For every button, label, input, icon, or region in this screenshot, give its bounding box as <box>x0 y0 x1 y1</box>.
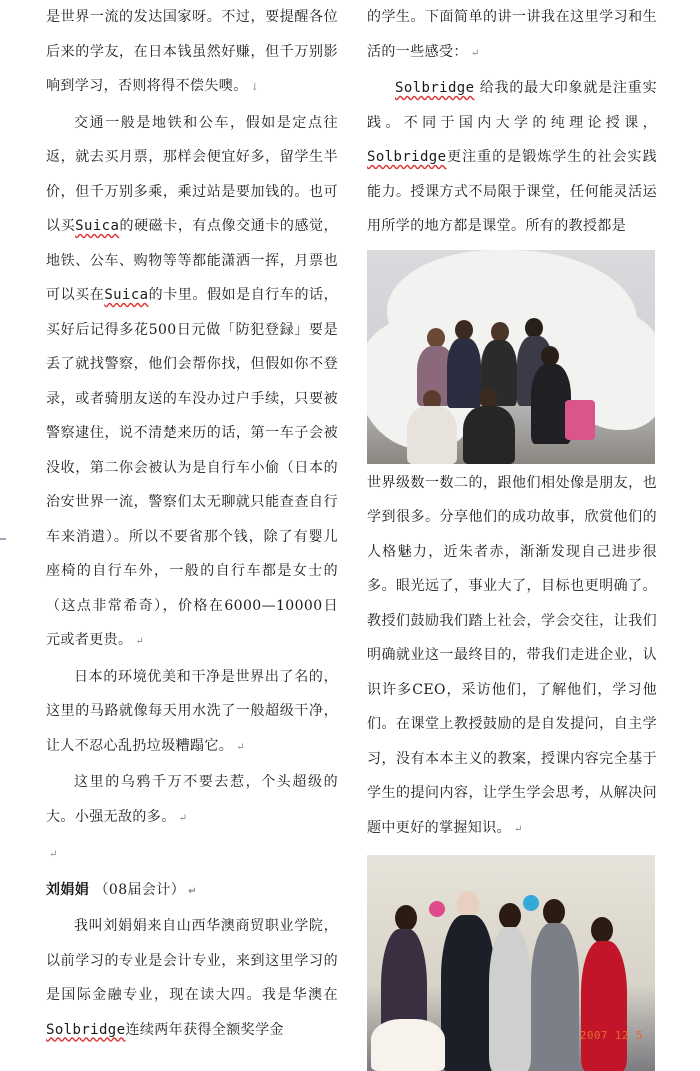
group-photo-celebration <box>367 855 655 1071</box>
group-photo-sculpture <box>367 250 655 464</box>
margin-marker <box>0 538 6 540</box>
solbridge-term: Solbridge <box>395 80 475 96</box>
paragraph-continuation: 的学生。下面简单的讲一讲我在这里学习和生活的一些感受： ↵ <box>367 9 657 60</box>
solbridge-term: Solbridge <box>367 149 447 165</box>
right-column <box>367 0 657 1071</box>
paragraph-environment: 日本的环境优美和干净是世界出了名的，这里的马路就像每天用水洗了一般超级干净，让人不忍心乱扔垃圾糟蹋它。 ↵ <box>46 668 338 754</box>
paragraph-continuation: 是世界一流的发达国家呀。不过，要提醒各位后来的学友，在日本钱虽然好赚，但千万别影响到学习，否则将得不偿失噢。 ↓ <box>46 9 338 94</box>
solbridge-term: Solbridge <box>46 1021 126 1038</box>
paragraph-crows: 这里的乌鸦千万不要去惹，个头超级的大。小强无敌的多。 ↵ <box>46 774 338 825</box>
photo-date-stamp: 2007 12 5 <box>579 1028 643 1042</box>
left-column <box>46 0 338 1047</box>
paragraph-solbridge: Solbridge 给我的最大印象就是注重实践。不同于国内大学的纯理论授课，Solbridge更注重的是锻炼学生的社会实践能力。授课方式不局限于课堂，任何能灵活运用所学的地方都是课堂。所有的教授都是 <box>367 80 657 234</box>
paragraph-professors: 世界级数一数二的，跟他们相处像是朋友，也学到很多。分享他们的成功故事，欣赏他们的人格魅力，近朱者赤，渐渐发现自己进步很多。眼光远了，事业大了，目标也更明确了。教授们鼓励我们踏上社会，学会交往，让我们明确就业这一最终目的，带我们走进企业，认识许多CEO，采访他们，了解他们，学习他们。在课堂上教授鼓励的是自发提问，自主学习，没有本本主义的教案，授课内容完全基于学生的提问内容，让学生学会思考，从解决问题中更好的掌握知识。 ↵ <box>367 474 657 836</box>
blank-line: ↵ <box>49 849 58 860</box>
paragraph-transport: 交通一般是地铁和公车，假如是定点往返，就去买月票，那样会便宜好多，留学生半价，但千万别多乘，乘过站是要加钱的。也可以买Suica的硬磁卡，有点像交通卡的感觉，地铁、公车、购物等等都能潇洒一挥，月票也可以买在Suica的卡里。假如是自行车的话，买好后记得多花500日元做「防犯登録」要是丢了就找警察，他们会帮你找，但假如你不登录，或者骑朋友送的车没办过户手续，只要被警察逮住，说不清楚来历的话，第一车子会被没收，第二你会被认为是自行车小偷（日本的治安世界一流，警察们太无聊就只能查查自行车来消遣）。所以不要省那个钱，除了有婴儿座椅的自行车外，一般的自行车都是女士的（这点非常希奇），价格在6000—10000日元或者更贵。 ↵ <box>46 114 339 648</box>
paragraph-intro: 我叫刘娟娟来自山西华澳商贸职业学院，以前学习的专业是会计专业，来到这里学习的是国际金融专业，现在读大四。我是华澳在Solbridge连续两年获得全额奖学金 <box>46 918 338 1038</box>
section-heading: 刘娟娟 （08届会计） ↵ <box>46 881 197 898</box>
suica-term: Suica <box>75 218 120 234</box>
suica-term: Suica <box>104 287 149 303</box>
